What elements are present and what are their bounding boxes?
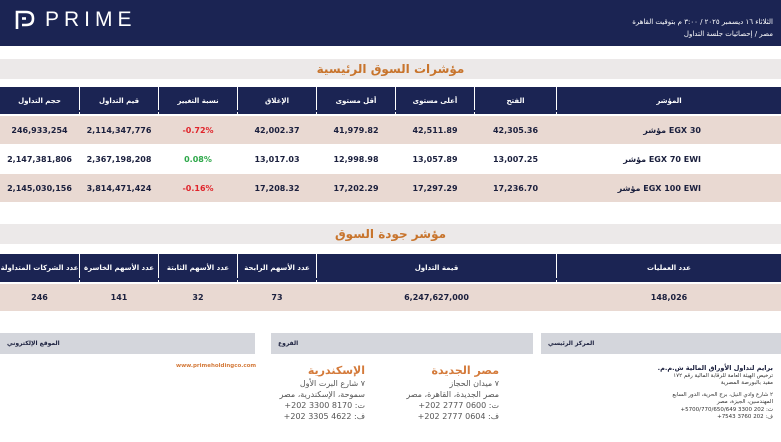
header-info xyxy=(632,16,773,40)
index-change: -0.72% xyxy=(182,125,214,135)
trade-value: 6,247,627,000 xyxy=(404,293,469,302)
branch-phone: ت: 0600 2777 202+ xyxy=(418,401,499,410)
quality-header-row xyxy=(0,254,781,282)
col-header-close: الإغلاق xyxy=(238,87,316,114)
session-datetime: الثلاثاء ١٦ ديسمبر ٢٠٢٥ / ٣:٠٠ م بتوقيت القاهرة xyxy=(632,18,773,26)
branches-label-bar xyxy=(271,333,533,354)
branches-label: الفروع xyxy=(278,340,299,347)
col-header-companies: عدد الشركات المتداولة xyxy=(0,254,79,282)
companies-count: 246 xyxy=(31,293,48,302)
index-close: 17,208.32 xyxy=(254,183,300,193)
indices-section-title: مؤشرات السوق الرئيسية xyxy=(0,59,781,79)
hq-line: مقيد بالبورصة المصرية xyxy=(720,380,773,386)
index-change: -0.16% xyxy=(182,183,214,193)
col-header-volume: حجم التداول xyxy=(0,87,79,114)
branch-title: الإسكندرية xyxy=(307,364,365,377)
branch-title: مصر الجديدة xyxy=(431,364,499,377)
website-link[interactable]: www.primeholdingco.com xyxy=(176,363,257,369)
index-close: 42,002.37 xyxy=(254,125,300,135)
index-open: 17,236.70 xyxy=(492,183,539,193)
col-header-gainers: عدد الأسهم الرابحة xyxy=(238,254,316,282)
table-row xyxy=(0,174,781,202)
branch-fax: ف: 4622 3305 202+ xyxy=(283,412,365,421)
hq-address xyxy=(573,365,773,422)
website-label-bar xyxy=(0,333,255,354)
index-volume: 246,933,254 xyxy=(11,125,68,135)
col-header-open: الفتح xyxy=(475,87,556,114)
prime-logo-icon xyxy=(14,9,36,31)
branch-line: مصر الجديدة، القاهرة، مصر xyxy=(406,390,499,399)
index-name: مؤشر EGX 70 EWI xyxy=(623,154,701,164)
branch-line: سموحة، الإسكندرية، مصر xyxy=(279,390,365,399)
index-high: 17,297.29 xyxy=(412,183,458,193)
index-high: 13,057.89 xyxy=(412,154,458,164)
table-row xyxy=(0,145,781,173)
logo-text: PRIME xyxy=(45,8,137,31)
index-volume: 2,145,030,156 xyxy=(7,183,72,193)
index-value: 2,367,198,208 xyxy=(86,154,152,164)
col-header-unchanged: عدد الأسهم الثابتة xyxy=(159,254,237,282)
branch-line: ٧ ميدان الحجاز xyxy=(449,379,499,388)
index-low: 12,998.98 xyxy=(333,154,379,164)
hq-line: المهندسين، الجيزة، مصر xyxy=(716,399,773,405)
col-header-trades: عدد العمليات xyxy=(557,254,781,282)
hq-fax: ف: 202 3760 7543+ xyxy=(717,414,773,420)
col-header-low: أقل مستوى xyxy=(317,87,395,114)
hq-label: المركز الرئيسي xyxy=(548,340,595,347)
prime-logo[interactable] xyxy=(14,8,137,32)
index-low: 41,979.82 xyxy=(333,125,379,135)
index-value: 2,114,347,776 xyxy=(86,125,152,135)
unchanged-count: 32 xyxy=(192,293,204,302)
branch-line: ٧ شارع البرت الأول xyxy=(299,379,365,388)
index-volume: 2,147,381,806 xyxy=(7,154,72,164)
hq-line: ترخيص الهيئة العامة للرقابة المالية رقم ١٧٢ xyxy=(673,372,773,379)
page-header xyxy=(0,0,781,46)
index-open: 13,007.25 xyxy=(492,154,539,164)
gainers-count: 73 xyxy=(271,293,283,302)
hq-label-bar xyxy=(541,333,781,354)
col-header-value: قيم التداول xyxy=(80,87,158,114)
table-row xyxy=(0,116,781,144)
hq-phone: ت: 202 3300 5700/770/650/649+ xyxy=(680,406,773,413)
index-name: مؤشر EGX 30 xyxy=(643,125,701,135)
index-low: 17,202.29 xyxy=(333,183,379,193)
branch-heliopolis xyxy=(369,364,499,422)
index-close: 13,017.03 xyxy=(254,154,300,164)
hq-line: ٢ شارع وادي النيل، برج الحرية، الدور السابع xyxy=(672,391,773,398)
index-value: 3,814,471,424 xyxy=(86,183,152,193)
index-open: 42,305.36 xyxy=(492,125,539,135)
branch-phone: ت: 8170 3300 202+ xyxy=(284,401,365,410)
losers-count: 141 xyxy=(110,293,128,302)
trades-count: 148,026 xyxy=(650,293,688,302)
index-change: 0.08% xyxy=(184,154,212,164)
breadcrumb: مصر / إحصائيات جلسة التداول xyxy=(683,30,773,38)
col-header-index: المؤشر xyxy=(557,87,781,114)
col-header-losers: عدد الأسهم الخاسرة xyxy=(80,254,158,282)
index-high: 42,511.89 xyxy=(412,125,458,135)
branch-fax: ف: 0604 2777 202+ xyxy=(417,412,499,421)
quality-section-title: مؤشر جودة السوق xyxy=(0,224,781,244)
branch-alexandria xyxy=(235,364,365,422)
col-header-high: أعلى مستوى xyxy=(396,87,474,114)
indices-header-row xyxy=(0,87,781,114)
quality-values-row xyxy=(0,284,781,311)
col-header-change: نسبة التغيير xyxy=(159,87,237,114)
hq-company: برايم لتداول الأوراق المالية ش.م.م. xyxy=(657,364,773,372)
website-label: الموقع الإلكتروني xyxy=(7,340,60,347)
col-header-trade-value: قيمة التداول xyxy=(317,254,556,282)
index-name: مؤشر EGX 100 EWI xyxy=(617,183,701,193)
